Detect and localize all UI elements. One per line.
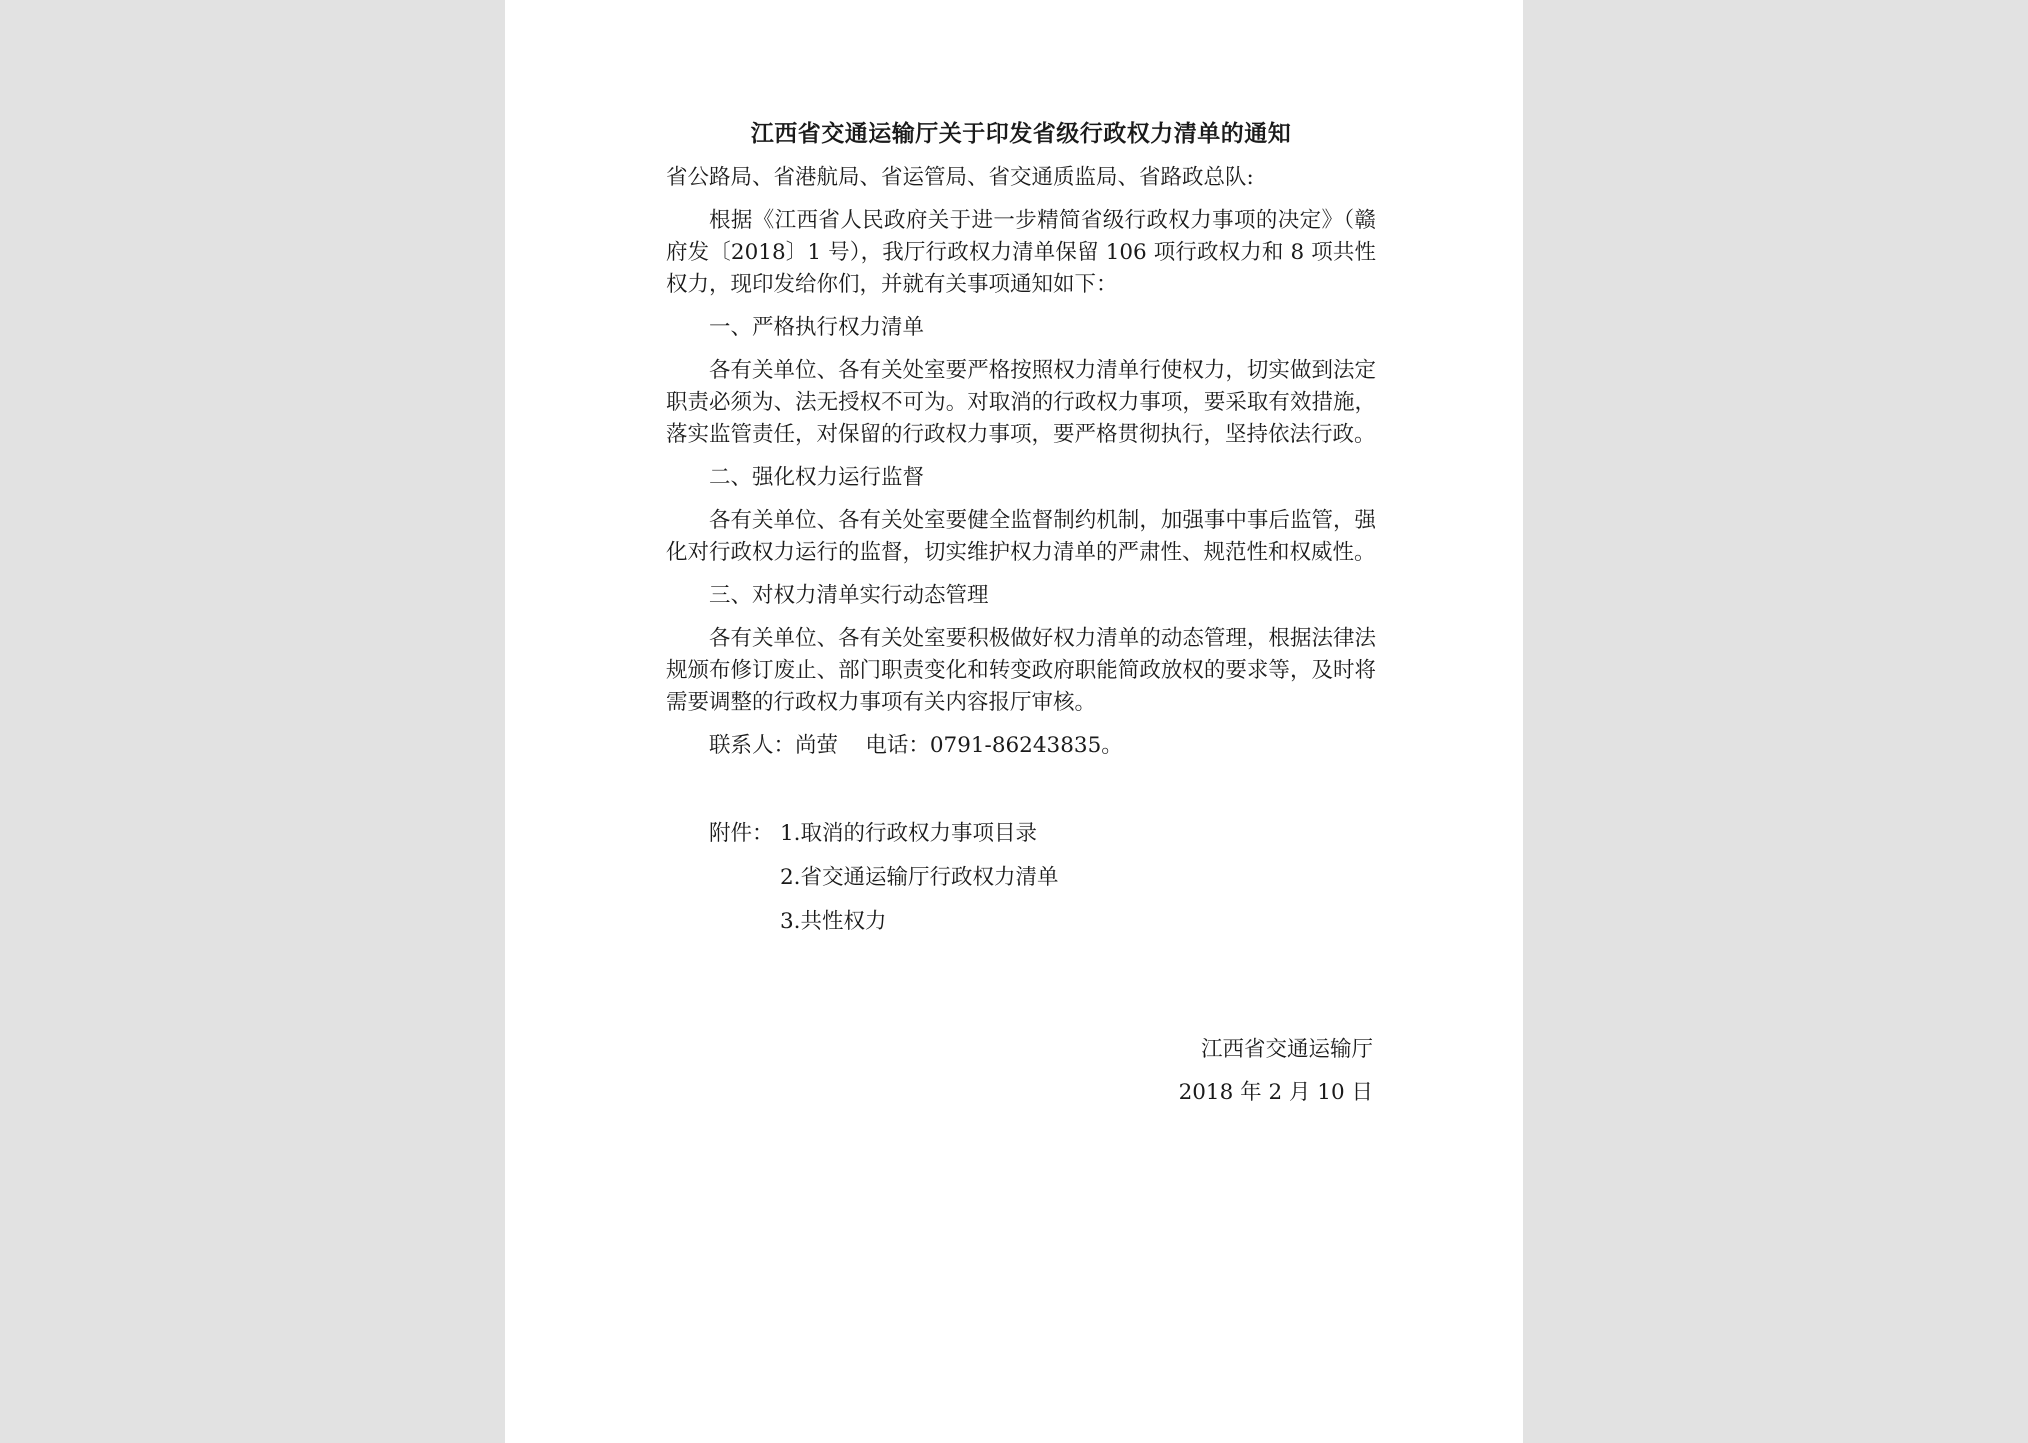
- document-content: [666, 118, 1376, 1120]
- attachments-label: 附件：: [709, 821, 774, 846]
- contact-line: 联系人：尚萤 电话：0791-86243835。: [709, 733, 1123, 758]
- attachment-item-2: 2.省交通运输厅行政权力清单: [780, 865, 1059, 890]
- intro-paragraph: 根据《江西省人民政府关于进一步精简省级行政权力事项的决定》（赣府发〔2018〕1 号），我厅行政权力清单保留 106 项行政权力和 8 项共性权力，现印发给你们，并就有关事项通知如下：: [666, 208, 1376, 297]
- section-heading-2: 二、强化权力运行监督: [709, 465, 925, 490]
- signature-block: [666, 1034, 1376, 1109]
- attachments-list: [666, 818, 1376, 938]
- attachment-item: [666, 818, 1376, 850]
- attachment-item: [666, 862, 1376, 894]
- section-body-1: 各有关单位、各有关处室要严格按照权力清单行使权力，切实做到法定职责必须为、法无授权不可为。对取消的行政权力事项，要采取有效措施，落实监管责任，对保留的行政权力事项，要严格贯彻执行，坚持依法行政。: [666, 358, 1376, 447]
- section-body-2: 各有关单位、各有关处室要健全监督制约机制，加强事中事后监管，强化对行政权力运行的监督，切实维护权力清单的严肃性、规范性和权威性。: [666, 508, 1376, 565]
- addressee: 省公路局、省港航局、省运管局、省交通质监局、省路政总队:: [666, 165, 1254, 190]
- signature-date: 2018 年 2 月 10 日: [1178, 1080, 1373, 1105]
- attachment-item-3: 3.共性权力: [780, 909, 887, 934]
- signature-org: 江西省交通运输厅: [1200, 1037, 1373, 1062]
- document-page: [505, 0, 1523, 1443]
- attachment-item-1: 1.取消的行政权力事项目录: [780, 821, 1038, 846]
- document-title: 江西省交通运输厅关于印发省级行政权力清单的通知: [750, 120, 1292, 147]
- section-heading-3: 三、对权力清单实行动态管理: [709, 583, 989, 608]
- section-heading-1: 一、严格执行权力清单: [709, 315, 925, 340]
- section-body-3: 各有关单位、各有关处室要积极做好权力清单的动态管理，根据法律法规颁布修订废止、部门职责变化和转变政府职能简政放权的要求等，及时将需要调整的行政权力事项有关内容报厅审核。: [666, 626, 1376, 715]
- attachment-item: [666, 906, 1376, 938]
